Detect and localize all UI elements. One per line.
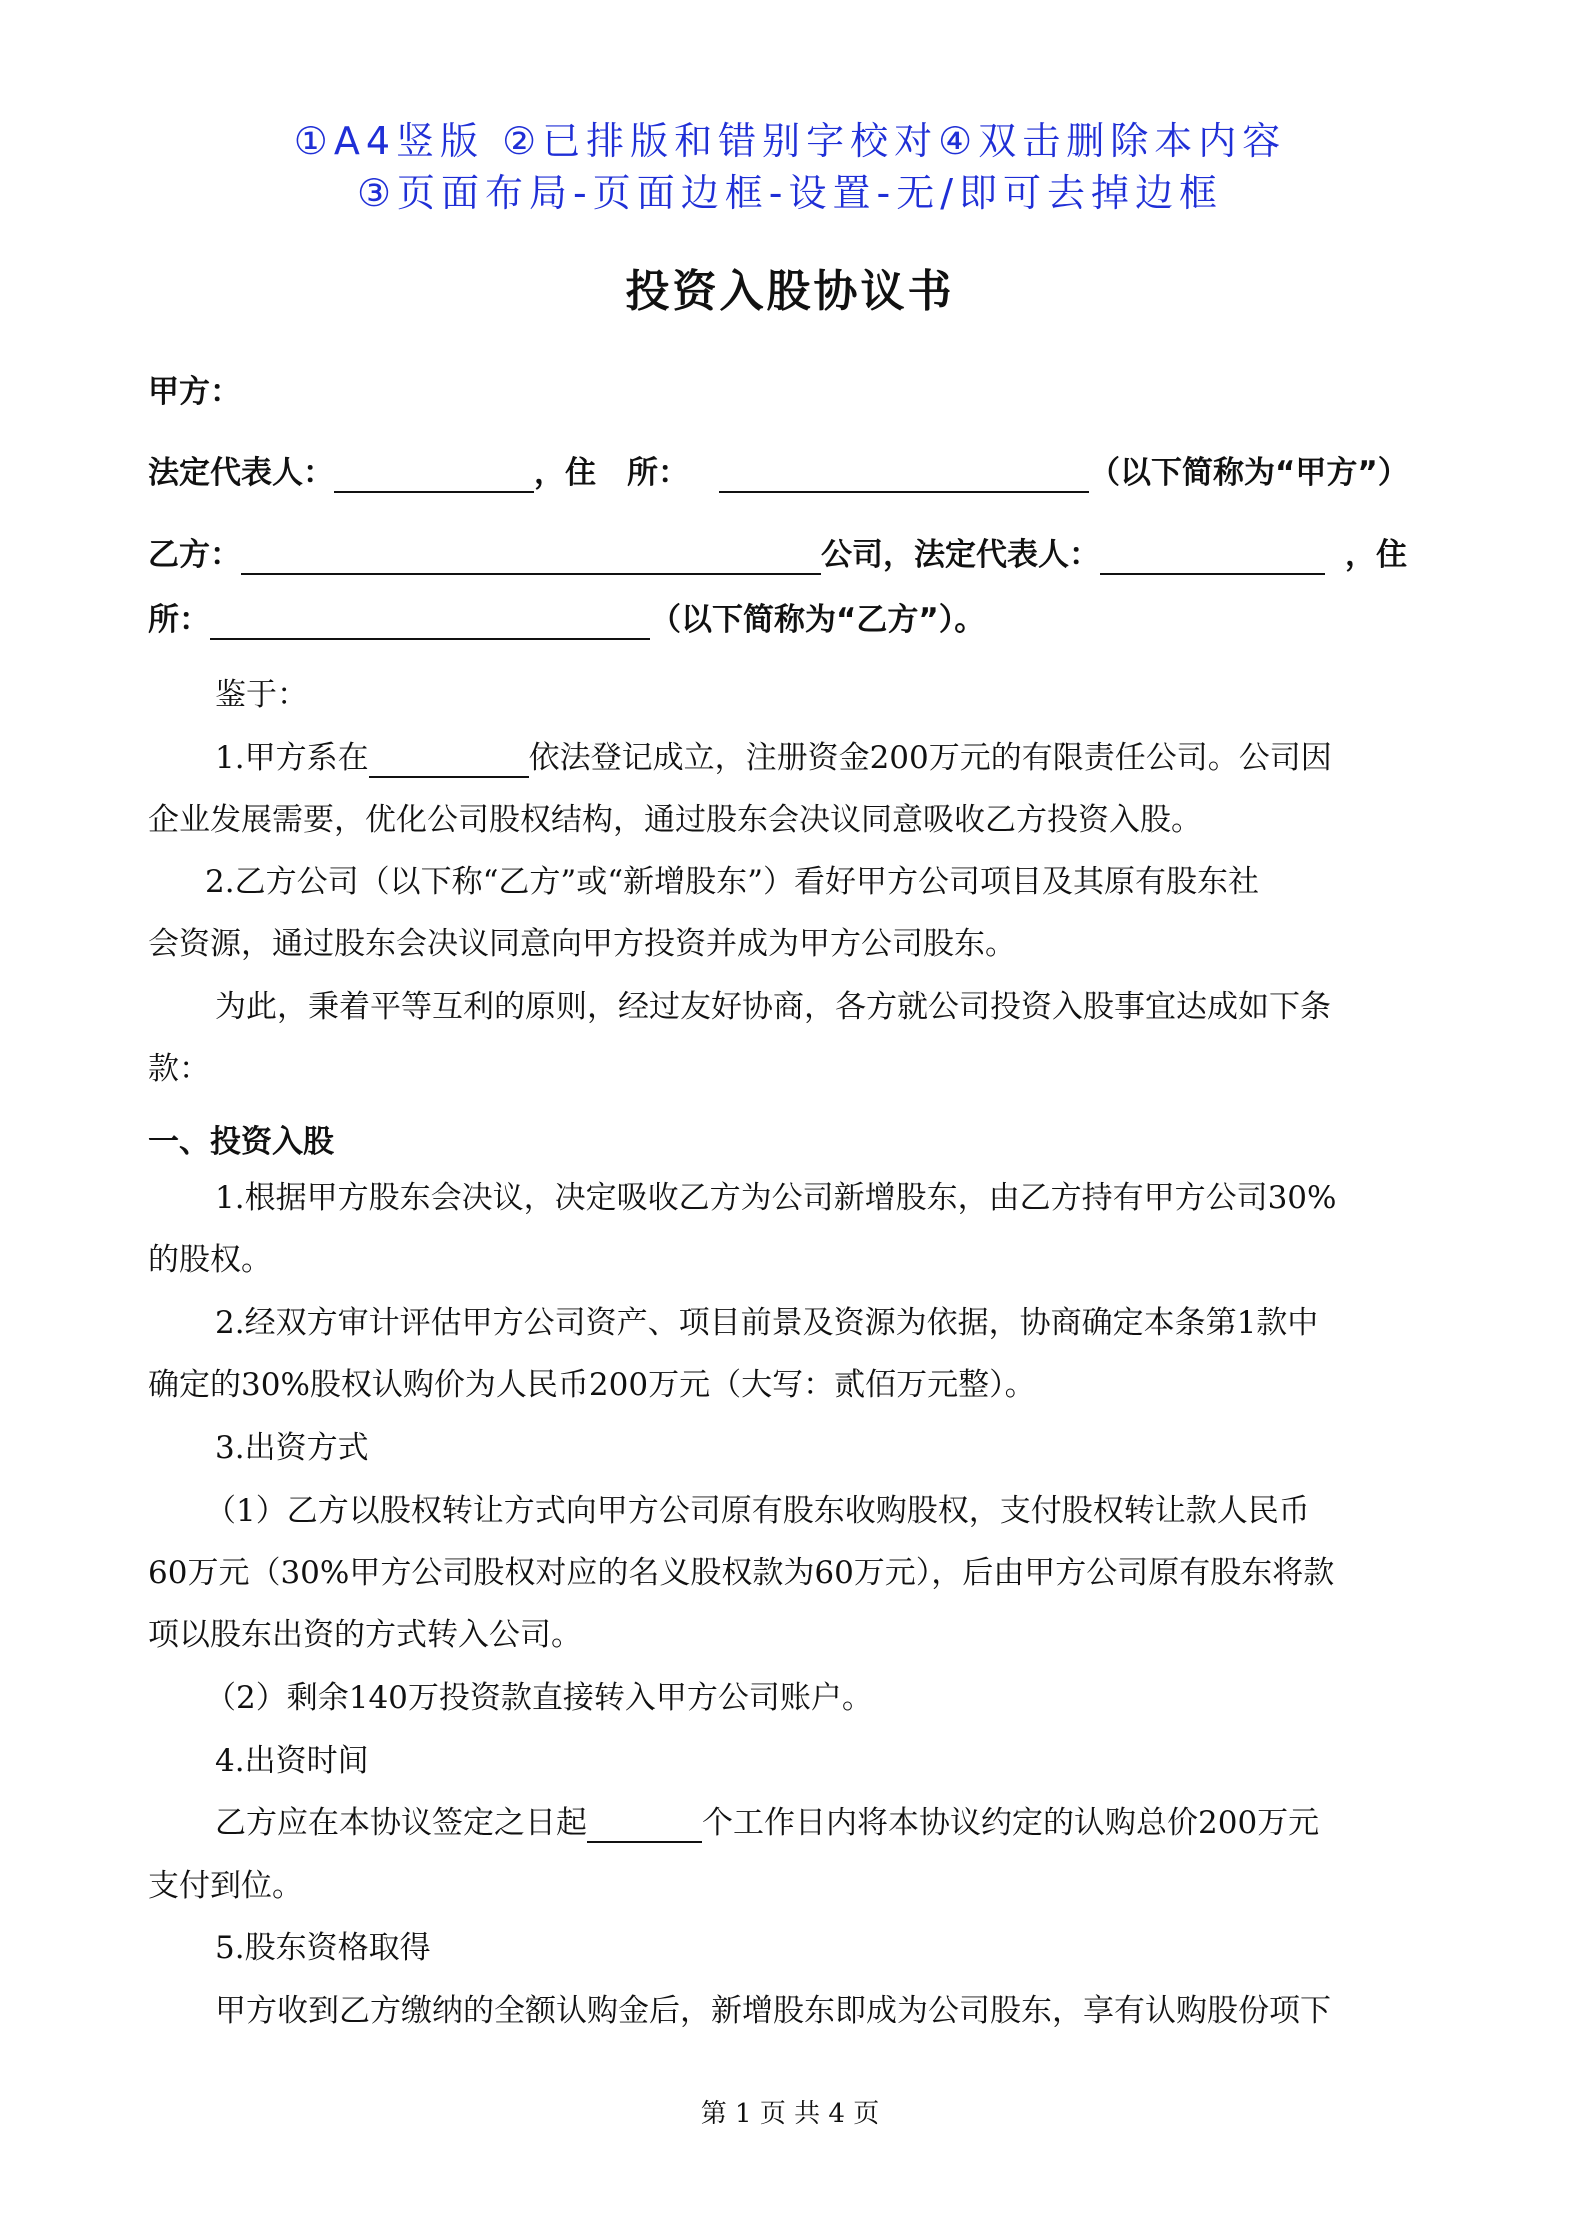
party-b-addr-label: 所： [148,602,210,638]
party-b-line-1 [148,535,1407,575]
clause-3-1-line-3: 项以股东出资的方式转入公司。 [148,1617,582,1653]
party-b-line-2 [148,600,985,640]
clause-3-1-line-2: 60万元（30%甲方公司股权对应的名义股权款为60万元），后由甲方公司原有股东将款 [148,1555,1335,1591]
recital-p1-line-2: 企业发展需要，优化公司股权结构，通过股东会决议同意吸收乙方投资入股。 [148,802,1202,838]
party-b-addr-blank[interactable] [210,608,650,640]
party-b-company-blank[interactable] [241,543,821,575]
clause-5-line-1: 甲方收到乙方缴纳的全额认购金后，新增股东即成为公司股东，享有认购股份项下 [215,1993,1331,2029]
notice-line-2: ③页面布局-页面边框-设置-无/即可去掉边框 [356,171,1223,215]
recital-p3-line-1: 为此，秉着平等互利的原则，经过友好协商，各方就公司投资入股事宜达成如下条 [215,989,1331,1025]
recital-p1-b: 依法登记成立，注册资金200万元的有限责任公司。公司因 [528,740,1332,776]
party-b-company-rep-label: 公司，法定代表人： [821,537,1100,573]
party-a-rep-blank[interactable] [334,461,534,493]
recital-p1-line-1 [215,738,1332,778]
party-a-addr-blank[interactable] [719,461,1089,493]
party-a-rep-label: 法定代表人： [148,455,334,491]
section-1-heading: 一、投资入股 [148,1124,334,1160]
clause-2-line-1: 2.经双方审计评估甲方公司资产、项目前景及资源为依据，协商确定本条第1款中 [215,1305,1319,1341]
party-b-rep-blank[interactable] [1100,543,1325,575]
page-footer: 第 1 页 共 4 页 [700,2099,880,2129]
party-b-label: 乙方： [148,537,241,573]
clause-4-a: 乙方应在本协议签定之日起 [215,1805,587,1841]
recital-heading: 鉴于： [215,677,308,713]
clause-4-line-2: 支付到位。 [148,1868,303,1904]
party-a-rep-line [148,453,1409,493]
party-a-label: 甲方： [148,374,241,410]
registration-place-blank[interactable] [369,746,529,778]
clause-1-line-1: 1.根据甲方股东会决议，决定吸收乙方为公司新增股东，由乙方持有甲方公司30% [215,1180,1337,1216]
recital-p3-line-2: 款： [148,1051,210,1087]
clause-4-b: 个工作日内将本协议约定的认购总价200万元 [702,1805,1320,1841]
clause-3-2: （2）剩余140万投资款直接转入甲方公司账户。 [205,1680,873,1716]
notice-line-1: ①A4竖版 ②已排版和错别字校对④双击删除本内容 [293,119,1287,163]
party-a-short-name: （以下简称为“甲方”） [1089,455,1409,491]
recital-p2-line-2: 会资源，通过股东会决议同意向甲方投资并成为甲方公司股东。 [148,926,1016,962]
party-b-short-name: （以下简称为“乙方”）。 [650,602,986,638]
clause-3-heading: 3.出资方式 [215,1430,369,1466]
working-days-blank[interactable] [587,1811,702,1843]
clause-1-line-2: 的股权。 [148,1242,272,1278]
recital-p1-a: 1.甲方系在 [215,740,369,776]
party-b-live-label: ，住 [1345,537,1407,573]
document-title: 投资入股协议书 [625,266,955,317]
clause-4-heading: 4.出资时间 [215,1743,369,1779]
party-a-addr-label: ，住 所： [534,455,689,491]
clause-2-line-2: 确定的30%股权认购价为人民币200万元（大写：贰佰万元整）。 [148,1367,1036,1403]
clause-3-1-line-1: （1）乙方以股权转让方式向甲方公司原有股东收购股权，支付股权转让款人民币 [205,1493,1310,1529]
clause-5-heading: 5.股东资格取得 [215,1930,431,1966]
recital-p2-line-1: 2.乙方公司（以下称“乙方”或“新增股东”）看好甲方公司项目及其原有股东社 [205,864,1259,900]
clause-4-line-1 [215,1803,1319,1843]
